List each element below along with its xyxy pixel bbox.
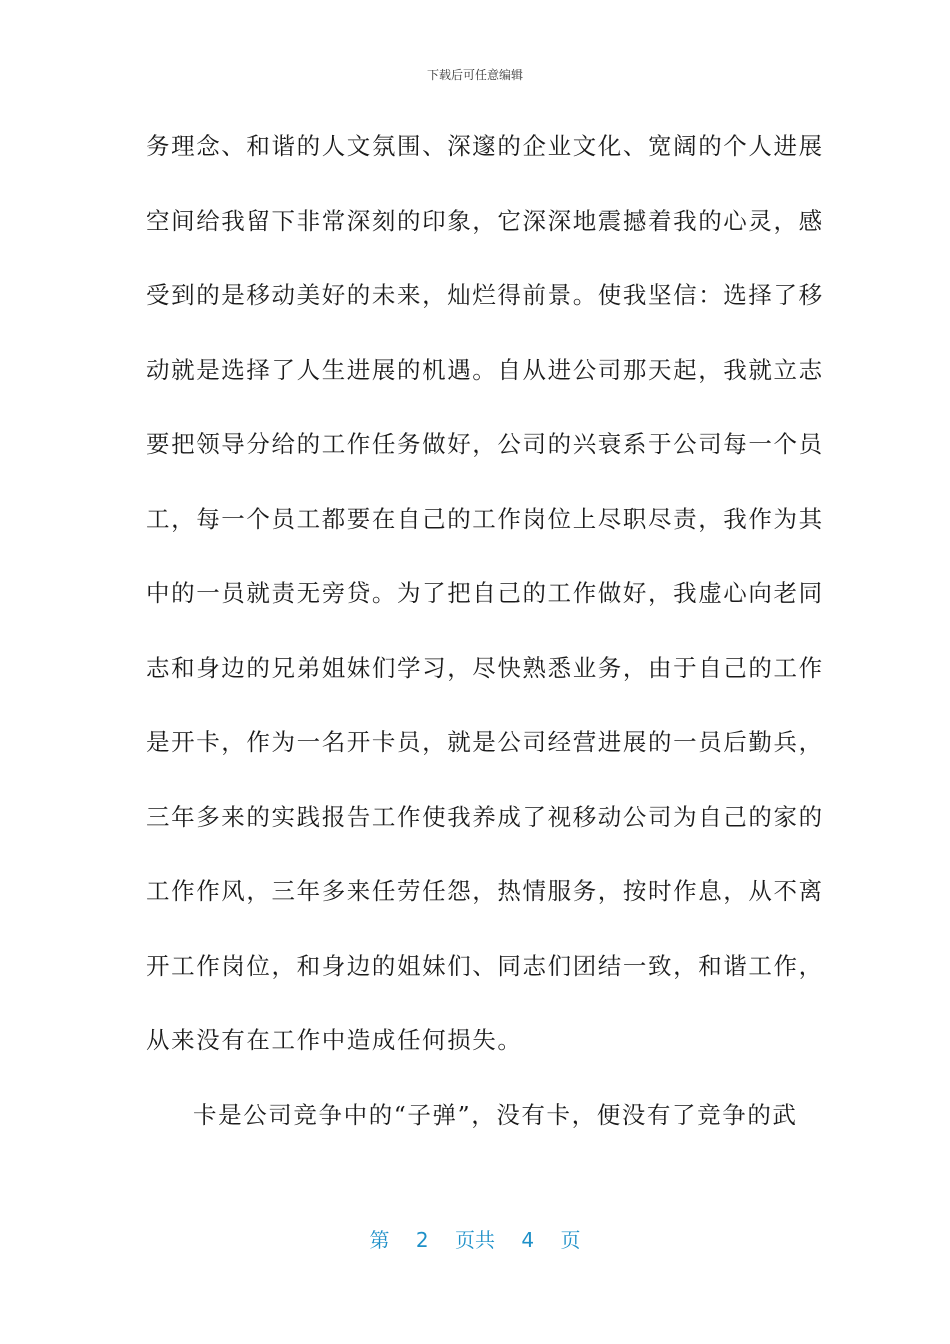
header-note: 下载后可任意编辑: [426, 68, 523, 82]
text-line: 开工作岗位，和身边的姐妹们、同志们团结一致，和谐工作，: [146, 951, 824, 980]
text-line: 工，每一个员工都要在自己的工作岗位上尽职尽责，我作为其: [146, 504, 824, 533]
text-line: 空间给我留下非常深刻的印象，它深深地震撼着我的心灵，感: [146, 206, 824, 235]
text-line: 志和身边的兄弟姐妹们学习，尽快熟悉业务，由于自己的工作: [146, 653, 824, 682]
footer-page-total: 4: [521, 1228, 535, 1252]
text-line: 工作作风，三年多来任劳任怨，热情服务，按时作息，从不离: [146, 877, 824, 905]
footer-page-suffix: 页: [560, 1228, 581, 1252]
page-footer: [0, 1224, 950, 1253]
text-line: 受到的是移动美好的未来，灿烂得前景。使我坚信：选择了移: [146, 281, 824, 309]
footer-page-current: 2: [415, 1228, 429, 1252]
text-line: 中的一员就责无旁贷。为了把自己的工作做好，我虚心向老同: [146, 579, 824, 607]
text-line: 动就是选择了人生进展的机遇。自从进公司那天起，我就立志: [146, 355, 824, 384]
body-text: [146, 126, 824, 1169]
footer-page-prefix: 第: [369, 1228, 390, 1252]
text-line: 务理念、和谐的人文氛围、深邃的企业文化、宽阔的个人进展: [146, 132, 824, 160]
text-line: 从来没有在工作中造成任何损失。: [146, 1026, 523, 1054]
text-line: 要把领导分给的工作任务做好，公司的兴衰系于公司每一个员: [146, 430, 824, 458]
text-line: 三年多来的实践报告工作使我养成了视移动公司为自己的家的: [146, 802, 824, 831]
paragraph-start-line: 卡是公司竞争中的“子弹”，没有卡，便没有了竞争的武: [193, 1100, 798, 1129]
footer-page-middle: 页共: [455, 1228, 495, 1252]
text-line: 是开卡，作为一名开卡员，就是公司经营进展的一员后勤兵，: [146, 728, 824, 756]
